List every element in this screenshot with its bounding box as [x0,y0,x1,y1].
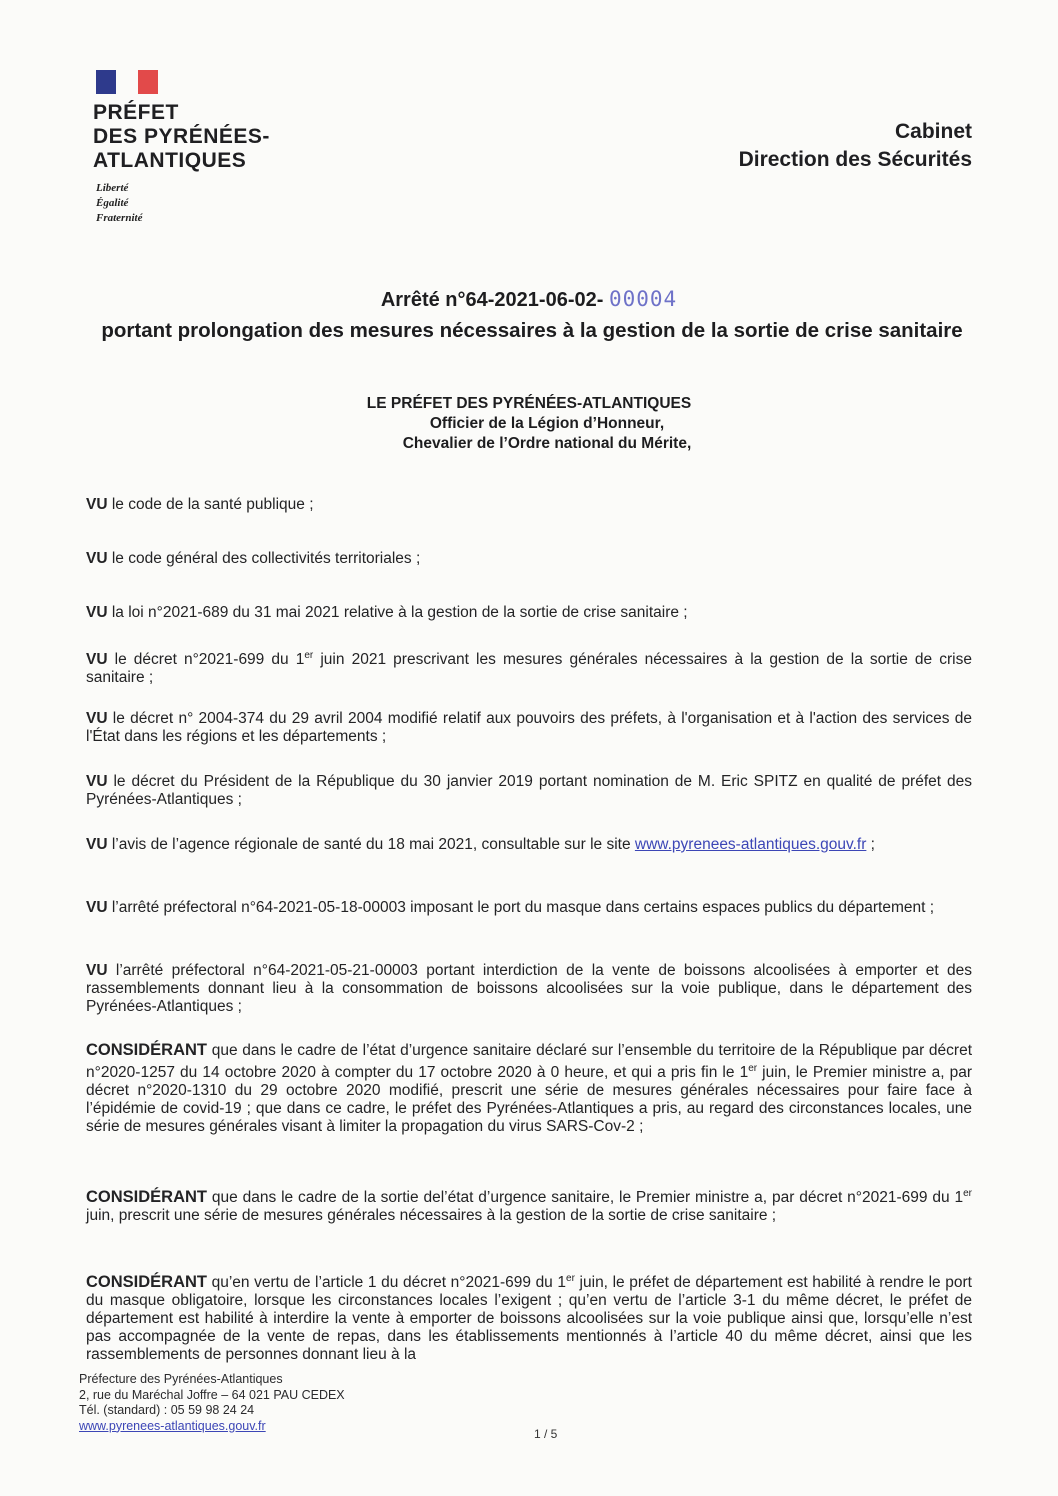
page-number: 1 / 5 [534,1427,558,1441]
visa-text: la loi n°2021-689 du 31 mai 2021 relative à la gestion de la sortie de crise sanitaire ; [107,604,688,621]
prefect-name: LE PRÉFET DES PYRÉNÉES-ATLANTIQUES [366,395,692,412]
visa-keyword: VU [86,899,108,916]
visa-paragraph [86,836,972,854]
visa-text: le code général des collectivités territoriales ; [107,550,421,567]
visa-keyword: VU [86,710,108,727]
prefet-line: ATLANTIQUES [93,149,247,172]
prefet-line: DES PYRÉNÉES- [93,125,270,148]
visa-keyword: VU [86,773,108,790]
footer-address-1: Préfecture des Pyrénées-Atlantiques [79,1372,283,1386]
service-direction: Direction des Sécurités [738,148,972,171]
considerant-text: qu’en vertu de l’article 1 du décret n°2021-699 du 1er juin, le préfet de département est habilité à rendre le port du masque obligatoire, lorsque les circonstances locales l’exigent ; qu’en vertu de l’article 3-1 du même décret, le préfet de département est habilité à interdire la vente à emporter de boissons alcoolisées sur la voie publique ainsi que, lorsqu’elle n’est pas accompagnée de la vente de repas, dans les établissements mentionnés à l’article 40 du même décret, ainsi que les rassemblements de personnes donnant lieu à la [86,1273,972,1364]
visa-keyword: VU [86,496,108,513]
considerant-keyword: CONSIDÉRANT [86,1188,208,1207]
visa-paragraph [86,899,972,917]
visa-paragraph [86,604,972,622]
footer-website-link[interactable]: www.pyrenees-atlantiques.gouv.fr [79,1418,266,1433]
ars-site-link[interactable]: www.pyrenees-atlantiques.gouv.fr [634,836,867,853]
issuing-service [739,118,972,174]
visa-keyword: VU [86,604,108,621]
prefet-line: PRÉFET [93,101,179,124]
visa-keyword: VU [86,836,108,853]
motto-fraternite: Fraternité [96,212,143,224]
visa-text: le décret n°2021-699 du 1er juin 2021 prescrivant les mesures générales nécessaires à la gestion de la sortie de crise sanitaire ; [86,650,972,687]
visa-paragraph [86,647,972,687]
visa-paragraph [86,550,972,568]
marianne-flag-logo [96,70,158,94]
considerant-paragraph [86,1270,972,1364]
arrete-handwritten-number: 00004 [608,287,678,311]
prefect-title-1: Officier de la Légion d’Honneur, [429,415,665,432]
visa-text: le décret n° 2004-374 du 29 avril 2004 modifié relatif aux pouvoirs des préfets, à l'organisation et à l'action des services de l'État dans les régions et les départements ; [86,710,972,745]
considerant-keyword: CONSIDÉRANT [86,1273,208,1292]
visa-text: le décret du Président de la République du 30 janvier 2019 portant nomination de M. Eric SPITZ en qualité de préfet des Pyrénées-Atlantiques ; [86,773,972,808]
motto-egalite: Égalité [96,197,129,209]
considerant-paragraph [86,1041,972,1136]
visa-paragraph [86,496,972,514]
arrete-subject: portant prolongation des mesures nécessaires à la gestion de la sortie de crise sanitaire [101,319,963,342]
visa-keyword: VU [86,962,108,979]
page-footer [79,1372,345,1434]
arrete-reference [0,287,1058,312]
arrete-prefix: Arrêté n°64-2021-06-02- [380,289,604,311]
visa-text: l’avis de l’agence régionale de santé du 18 mai 2021, consultable sur le site [107,836,635,853]
prefecture-logo-text [93,101,270,173]
prefect-header [0,394,1058,454]
visa-paragraph [86,710,972,746]
considerant-keyword: CONSIDÉRANT [86,1041,208,1059]
considerant-text: que dans le cadre de l’état d’urgence sanitaire déclaré sur l’ensemble du territoire de la République par décret n°2020-1257 du 14 octobre 2020 à compter du 17 octobre 2020 à 0 heure, et qui a pris fin le 1er juin, le Premier ministre a, par décret n°2020-1310 du 29 octobre 2020 modifié, prescrit une série de mesures générales nécessaires pour faire face à l’épidémie de covid-19 ; que dans ce cadre, le préfet des Pyrénées-Atlantiques a pris, au regard des circonstances locales, une série de mesures générales visant à limiter la propagation du virus SARS-Cov-2 ; [86,1042,972,1136]
service-cabinet: Cabinet [894,120,972,143]
visa-text: le code de la santé publique ; [107,496,314,513]
footer-address-2: 2, rue du Maréchal Joffre – 64 021 PAU CEDEX [79,1387,345,1402]
republic-motto [96,181,142,226]
visa-text-end: ; [866,836,875,853]
visa-text: l’arrêté préfectoral n°64-2021-05-18-00003 imposant le port du masque dans certains espaces publics du département ; [107,899,935,916]
motto-liberte: Liberté [96,182,129,194]
visa-keyword: VU [86,651,108,669]
visa-text: l’arrêté préfectoral n°64-2021-05-21-00003 portant interdiction de la vente de boissons alcoolisées à emporter et des rassemblements donnant lieu à la consommation de boissons alcoolisées sur la voie publique, dans le département des Pyrénées-Atlantiques ; [86,962,972,1015]
visa-paragraph [86,773,972,809]
footer-phone: Tél. (standard) : 05 59 98 24 24 [79,1403,255,1417]
considerant-paragraph [86,1185,972,1225]
visa-paragraph [86,962,972,1016]
prefect-title-2: Chevalier de l’Ordre national du Mérite, [402,435,692,452]
considerant-text: que dans le cadre de la sortie del’état d’urgence sanitaire, le Premier ministre a, par décret n°2021-699 du 1er juin, prescrit une série de mesures générales nécessaires à la gestion de la sortie de crise sanitaire ; [86,1188,972,1225]
visa-keyword: VU [86,550,108,567]
